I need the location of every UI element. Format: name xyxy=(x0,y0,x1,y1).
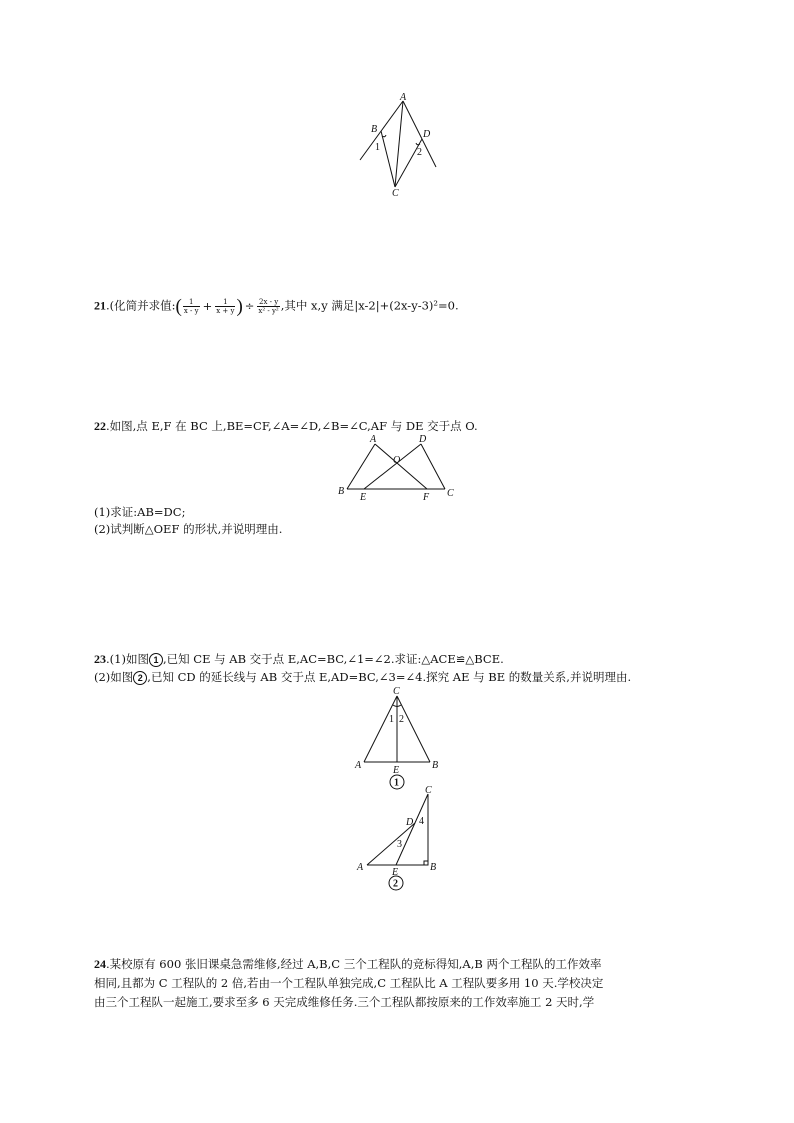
fraction-2: $\frac{1}{x + y}$ xyxy=(216,298,235,315)
question-22-part-1: (1)求证:AB=DC; xyxy=(94,505,186,519)
right-angle-mark xyxy=(424,861,428,865)
question-23-part-2-text: ,已知 CD 的延长线与 AB 交于点 E,AD=BC,∠3=∠4.探究 AE 与 BE 的数量关系,并说明理由. xyxy=(147,670,632,684)
figure-ref-1: 1 xyxy=(149,653,163,667)
label-f: F xyxy=(423,492,430,503)
label-o: O xyxy=(393,455,401,466)
figure-caption-2: 2 xyxy=(393,878,398,890)
question-23-part-1-prefix: .(1)如图 xyxy=(106,652,149,666)
label-e: E xyxy=(392,867,399,878)
segment-dc xyxy=(421,444,445,489)
figure-q20 xyxy=(355,92,445,197)
label-angle-2: 2 xyxy=(399,714,404,725)
segment-ce xyxy=(396,794,428,865)
label-c: C xyxy=(425,785,432,796)
figure-ref-2: 2 xyxy=(133,671,147,685)
question-21-prefix: .(化简并求值: xyxy=(106,298,176,313)
label-angle-1: 1 xyxy=(389,714,394,725)
label-angle-1: 1 xyxy=(375,142,380,153)
segment-de xyxy=(364,444,421,489)
figure-caption-1: 1 xyxy=(394,777,399,789)
question-number: 21 xyxy=(94,298,106,313)
label-a: A xyxy=(370,434,377,445)
right-paren: ) xyxy=(236,296,243,317)
label-b: B xyxy=(432,760,439,771)
label-e: E xyxy=(393,765,400,776)
label-e: E xyxy=(360,492,367,503)
question-21 xyxy=(94,298,459,315)
label-d: D xyxy=(419,434,427,445)
label-angle-3: 3 xyxy=(397,839,402,850)
label-angle-2: 2 xyxy=(417,147,422,158)
segment-af xyxy=(375,444,427,489)
left-paren: ( xyxy=(175,296,182,317)
divide-sign: ÷ xyxy=(244,299,255,313)
question-21-condition: ,其中 x,y 满足|x-2|+(2x-y-3)²=0. xyxy=(280,298,459,313)
question-23-part-2 xyxy=(94,670,631,685)
label-c: C xyxy=(447,488,454,499)
label-d: D xyxy=(423,129,431,140)
label-angle-4: 4 xyxy=(419,816,424,827)
fraction-3: $\frac{2x - y}{\text{x² - y²}}$ xyxy=(258,298,279,315)
fraction-1: $\frac{1}{x - y}$ xyxy=(183,298,199,315)
label-a: A xyxy=(400,92,407,103)
segment-ca xyxy=(364,696,397,762)
figure-q22 xyxy=(335,432,465,504)
label-d: D xyxy=(406,817,414,828)
question-22-text: .如图,点 E,F 在 BC 上,BE=CF,∠A=∠D,∠B=∠C,AF 与 DE 交于点 O. xyxy=(106,419,478,433)
question-number: 24 xyxy=(94,957,106,971)
segment-ad xyxy=(367,823,415,865)
question-24-line-1 xyxy=(94,957,601,972)
label-c: C xyxy=(393,686,400,697)
figure-q23-1 xyxy=(352,684,442,794)
question-24-line-3: 由三个工程队一起施工,要求至多 6 天完成维修任务.三个工程队都按原来的工作效率施工 2 天时,学 xyxy=(94,995,595,1009)
question-number: 23 xyxy=(94,652,106,666)
question-23-part-2-prefix: (2)如图 xyxy=(94,670,134,684)
label-a: A xyxy=(355,760,362,771)
question-23-part-1-text: ,已知 CE 与 AB 交于点 E,AC=BC,∠1=∠2.求证:△ACE≌△BCE. xyxy=(162,652,504,666)
figure-q23-2 xyxy=(352,786,442,896)
angle-1-arc xyxy=(382,135,386,137)
label-b: B xyxy=(430,862,437,873)
question-22-part-2: (2)试判断△OEF 的形状,并说明理由. xyxy=(94,522,283,536)
label-c: C xyxy=(392,188,399,199)
label-b: B xyxy=(338,486,345,497)
segment-bc xyxy=(381,131,395,187)
line-a-extended-left xyxy=(360,101,403,160)
question-24-line-2: 相同,且都为 C 工程队的 2 倍,若由一个工程队单独完成,C 工程队比 A 工程队要多用 10 天.学校决定 xyxy=(94,976,604,990)
plus-sign: + xyxy=(202,299,213,313)
label-a: A xyxy=(357,862,364,873)
label-b: B xyxy=(371,124,378,135)
segment-ab xyxy=(347,444,375,489)
question-24-text-1: .某校原有 600 张旧课桌急需维修,经过 A,B,C 三个工程队的竞标得知,A,B 两个工程队的工作效率 xyxy=(106,957,602,971)
question-number: 22 xyxy=(94,419,106,433)
question-23-part-1 xyxy=(94,652,504,667)
segment-cb xyxy=(397,696,430,762)
